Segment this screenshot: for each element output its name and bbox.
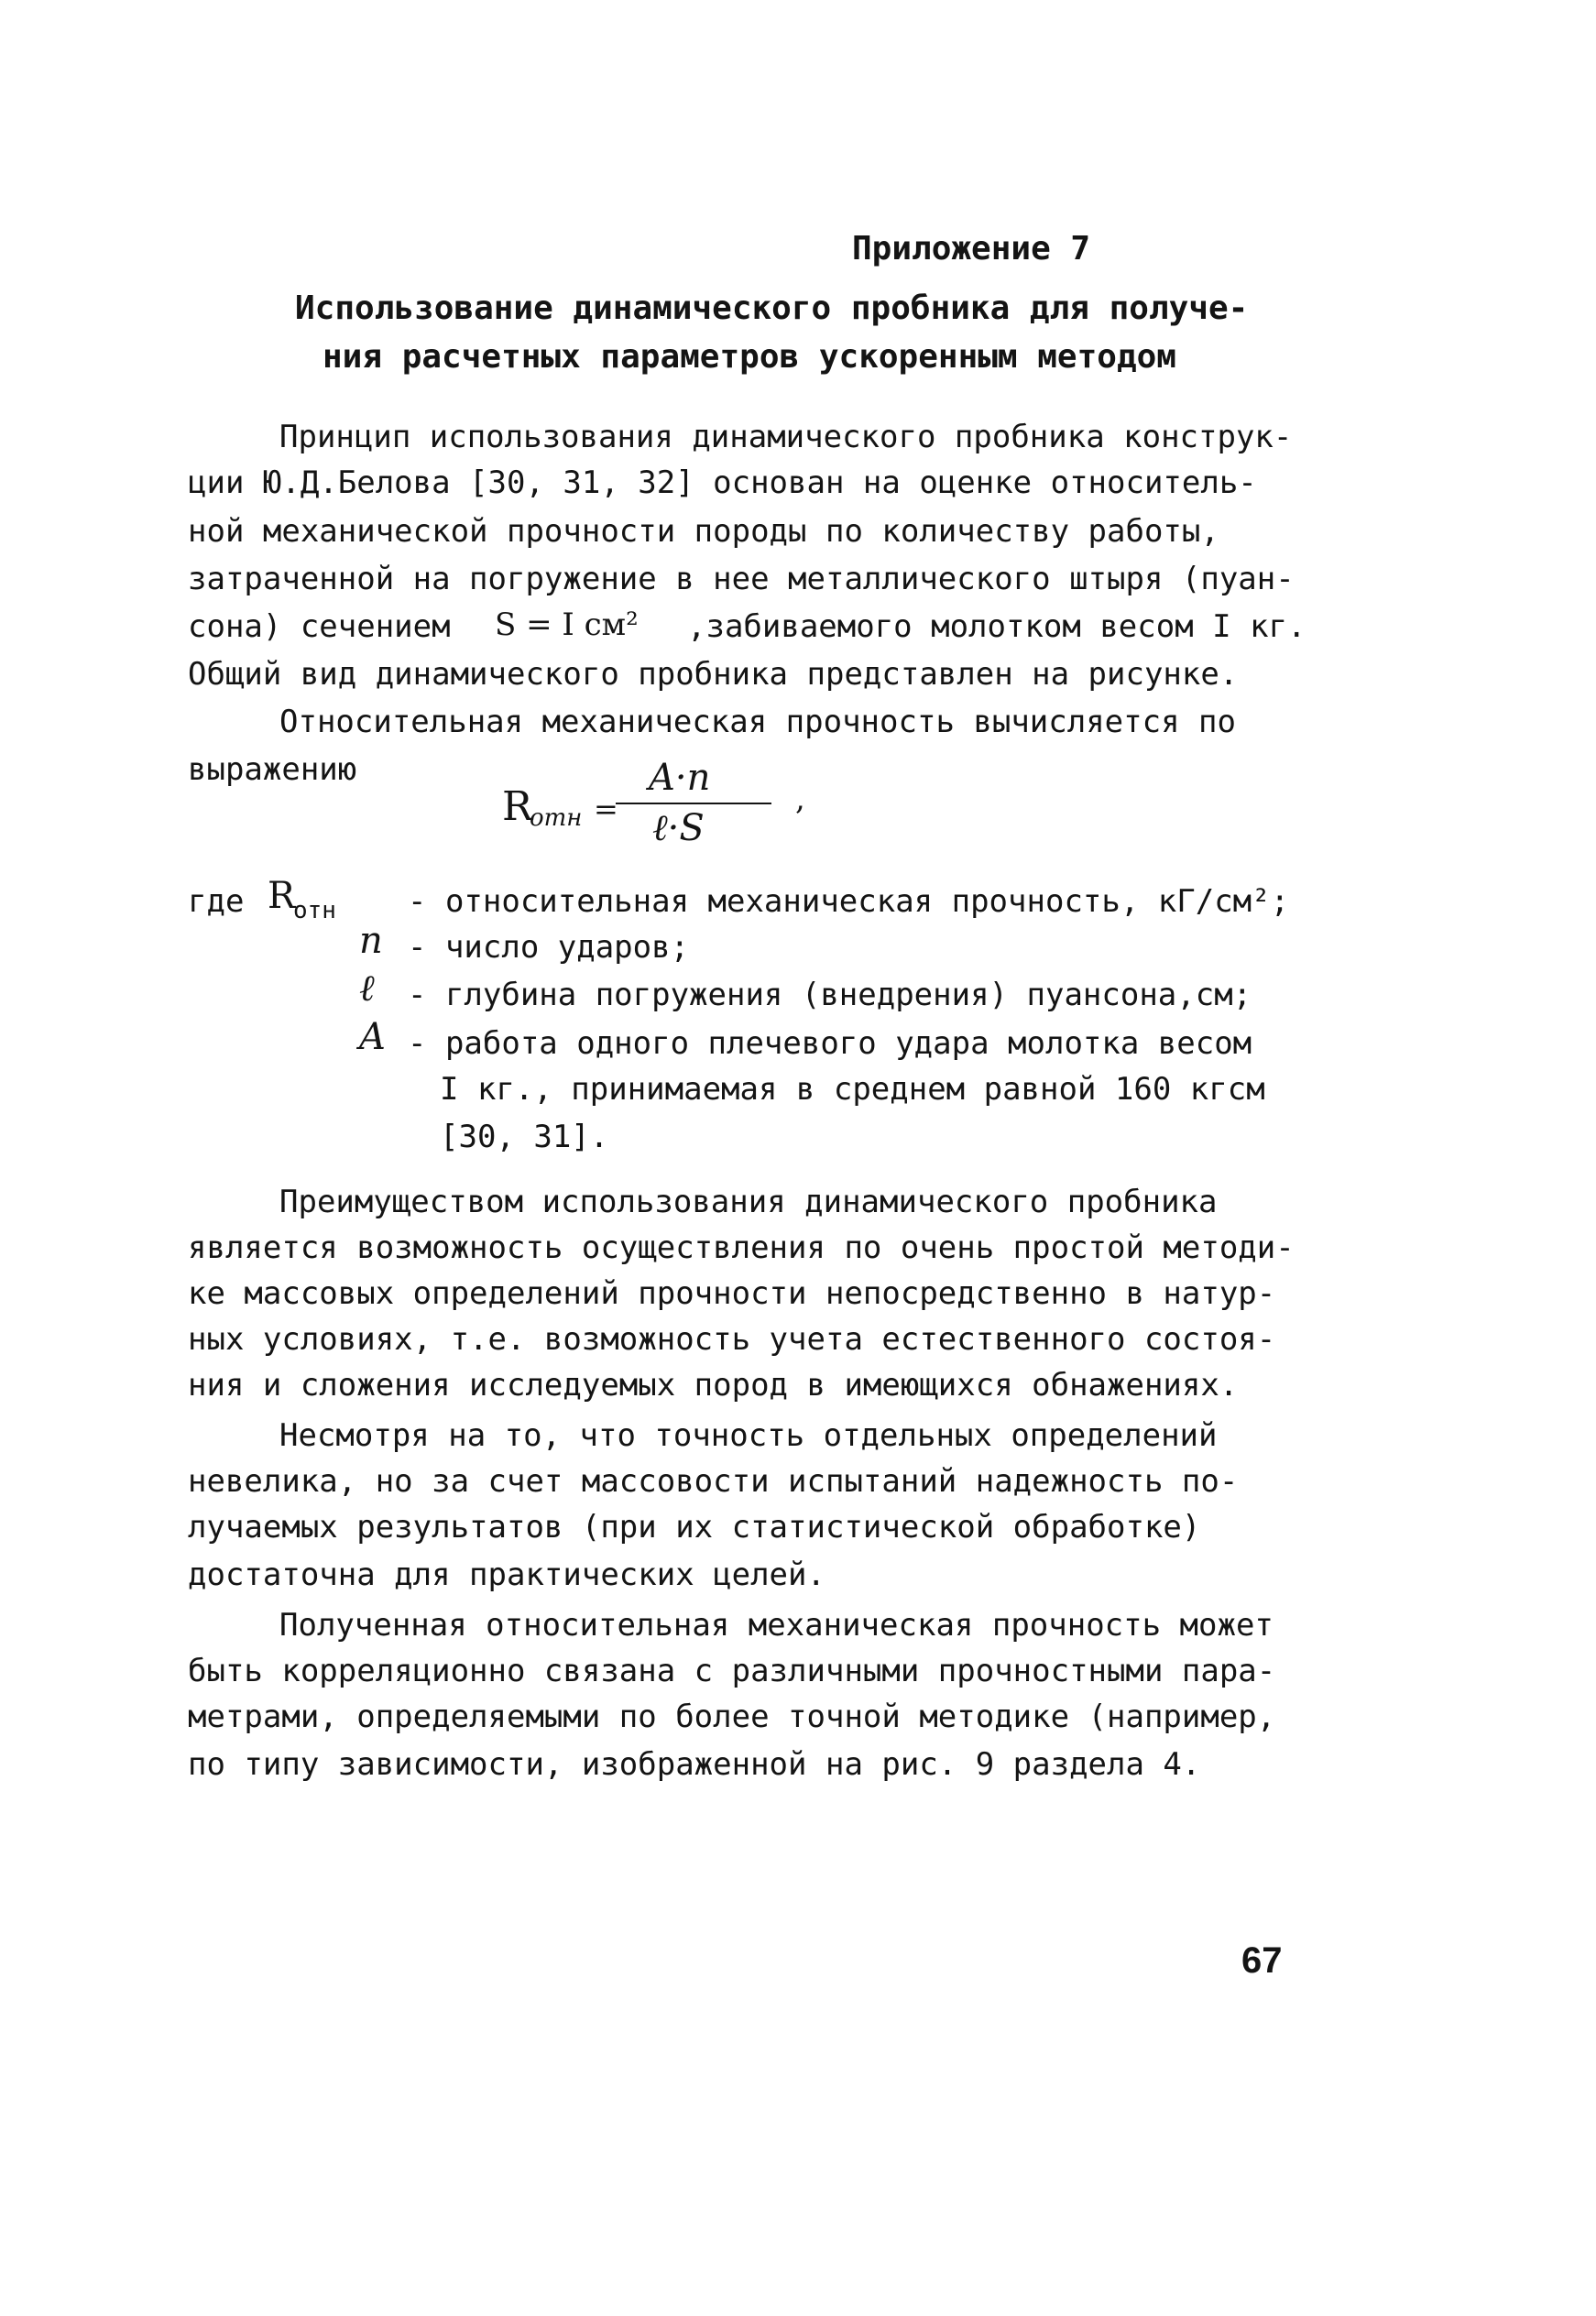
para3-line-3: лучаемых результатов (при их статистической обработке) <box>188 1509 1201 1546</box>
para2-line-1: Преимуществом использования динамического пробника <box>279 1184 1218 1220</box>
para1-line-8: выражению <box>188 751 357 788</box>
fraction-bar <box>616 803 771 804</box>
para1-line-3: ной механической прочности породы по количеству работы, <box>188 513 1219 550</box>
para1-line-5a: сона) сечением <box>188 608 451 645</box>
formula-lhs-sub: отн <box>530 804 583 832</box>
def-symbol-R-sub: отн <box>293 897 336 924</box>
formula-trailing-comma: , <box>795 781 805 817</box>
def-text-n: - число ударов; <box>408 929 690 966</box>
para4-line-1: Полученная относительная механическая прочность может <box>279 1607 1274 1644</box>
formula-equals: = <box>594 792 618 826</box>
formula-numerator: A·n <box>649 757 711 799</box>
def-text-l: - глубина погружения (внедрения) пуансона,см; <box>408 977 1252 1013</box>
para2-line-2: является возможность осуществления по очень простой методи- <box>188 1229 1295 1266</box>
where-label: где <box>188 883 245 920</box>
para4-line-3: метрами, определяемыми по более точной методике (например, <box>188 1699 1276 1735</box>
para1-line-6: Общий вид динамического пробника представлен на рисунке. <box>188 656 1239 693</box>
para3-line-2: невелика, но за счет массовости испытаний надежность по- <box>188 1463 1239 1500</box>
title-line-1: Использование динамического пробника для получе- <box>295 290 1249 327</box>
section-formula: S = I см² <box>495 606 639 643</box>
def-text-A-cont1: I кг., принимаемая в среднем равной 160 кгсм <box>440 1071 1265 1108</box>
para2-line-3: ке массовых определений прочности непосредственно в натур- <box>188 1275 1276 1312</box>
def-symbol-n: n <box>359 920 383 962</box>
title-line-2: ния расчетных параметров ускоренным методом <box>322 338 1176 376</box>
def-text-A-cont2: [30, 31]. <box>440 1119 609 1155</box>
para1-line-7: Относительная механическая прочность вычисляется по <box>279 704 1236 740</box>
def-symbol-l: ℓ <box>359 967 375 1010</box>
para4-line-2: быть корреляционно связана с различными прочностными пара- <box>188 1653 1276 1689</box>
para1-line-2: ции Ю.Д.Белова [30, 31, 32] основан на оценке относитель- <box>188 464 1257 501</box>
para2-line-5: ния и сложения исследуемых пород в имеющихся обнажениях. <box>188 1367 1239 1404</box>
para4-line-4: по типу зависимости, изображенной на рис. 9 раздела 4. <box>188 1746 1201 1783</box>
def-text-R: - относительная механическая прочность, кГ/см²; <box>408 883 1290 920</box>
def-symbol-R: R <box>268 875 296 917</box>
page-number: 67 <box>1241 1940 1283 1981</box>
def-text-A: - работа одного плечевого удара молотка весом <box>408 1025 1252 1062</box>
formula-lhs: R <box>502 783 533 830</box>
para2-line-4: ных условиях, т.е. возможность учета естественного состоя- <box>188 1321 1276 1358</box>
para3-line-1: Несмотря на то, что точность отдельных определений <box>279 1417 1218 1454</box>
formula-denominator: ℓ·S <box>652 807 705 849</box>
appendix-label: Приложение 7 <box>852 230 1091 268</box>
para3-line-4: достаточна для практических целей. <box>188 1557 825 1593</box>
para1-line-4: затраченной на погружение в нее металлического штыря (пуан- <box>188 561 1295 597</box>
para1-line-1: Принцип использования динамического пробника конструк- <box>279 419 1293 455</box>
para1-line-5b: ,забиваемого молотком весом I кг. <box>687 608 1306 645</box>
def-symbol-A: A <box>359 1016 386 1058</box>
